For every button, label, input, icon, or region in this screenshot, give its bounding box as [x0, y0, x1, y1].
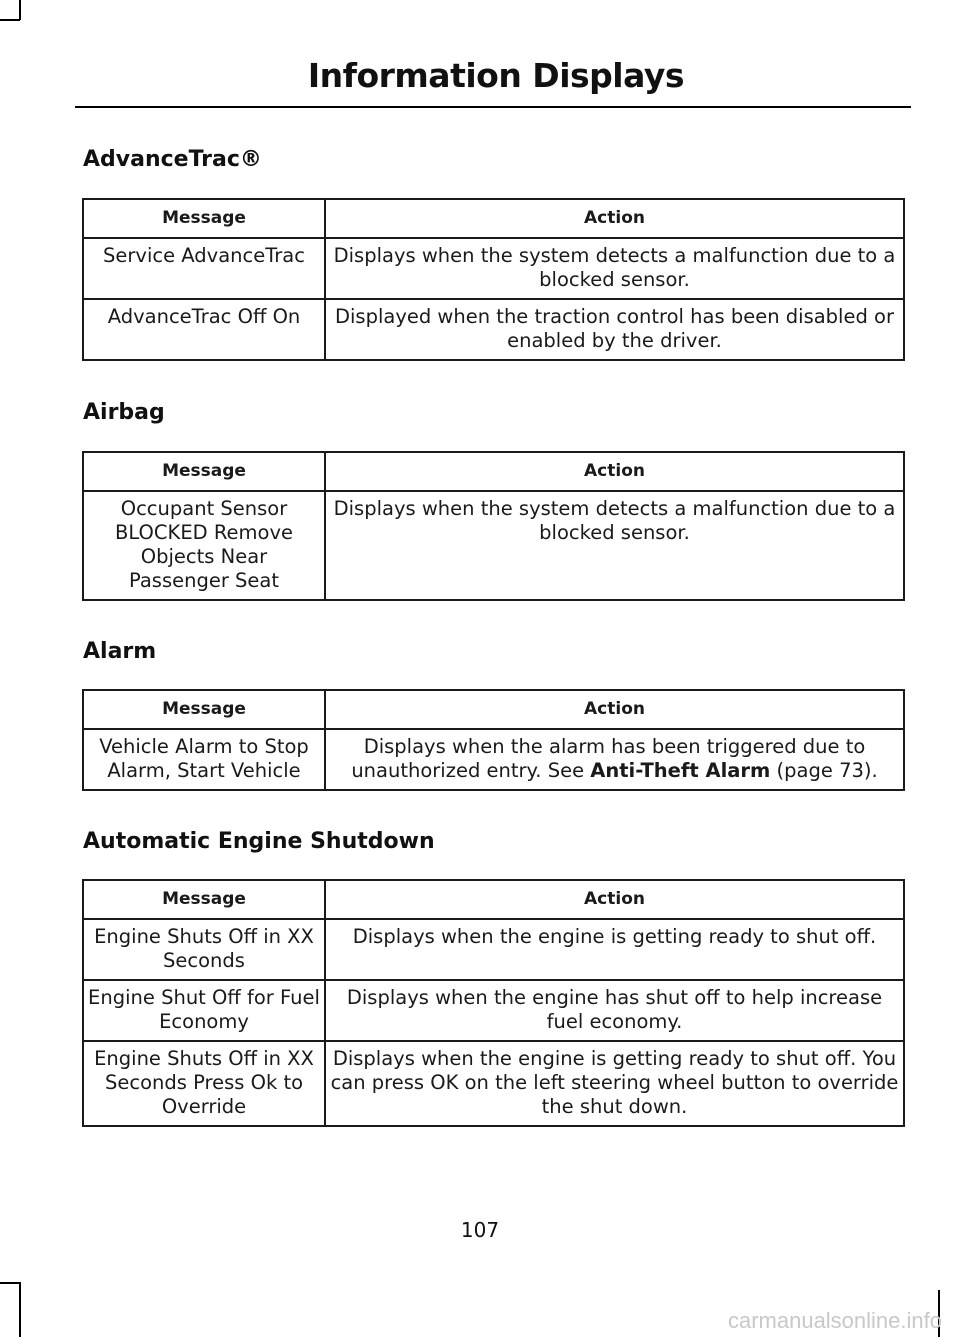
table-header-row — [83, 199, 904, 238]
action-cell: Displayed when the traction control has been disabled or enabled by the driver. — [325, 299, 904, 360]
crop-mark — [0, 19, 20, 21]
column-header-message: Message — [83, 452, 325, 491]
alarm-table — [82, 689, 905, 791]
table-row — [83, 919, 904, 980]
action-cell: Displays when the engine has shut off to help increase fuel economy. — [325, 980, 904, 1041]
message-cell: Engine Shut Off for Fuel Economy — [83, 980, 325, 1041]
action-text: Displays when the alarm has been triggered due to unauthorized entry. See — [351, 735, 866, 782]
table-header-row — [83, 880, 904, 919]
section-title-automatic-engine-shutdown: Automatic Engine Shutdown — [83, 829, 435, 854]
table-row — [83, 729, 904, 790]
column-header-action: Action — [325, 199, 904, 238]
page-title: Information Displays — [307, 56, 684, 95]
table-row — [83, 1041, 904, 1126]
advancetrac-table — [82, 198, 905, 361]
column-header-message: Message — [83, 690, 325, 729]
crop-mark — [19, 1282, 21, 1337]
message-cell: Occupant Sensor BLOCKED Remove Objects Near Passenger Seat — [83, 491, 325, 600]
column-header-message: Message — [83, 199, 325, 238]
table-header-row — [83, 690, 904, 729]
anti-theft-alarm-link[interactable]: Anti-Theft Alarm — [590, 759, 771, 782]
crop-mark — [19, 0, 21, 20]
action-cell — [325, 729, 904, 790]
message-cell: Engine Shuts Off in XX Seconds Press Ok to Override — [83, 1041, 325, 1126]
message-cell: Service AdvanceTrac — [83, 238, 325, 299]
section-title-alarm: Alarm — [83, 639, 157, 664]
column-header-message: Message — [83, 880, 325, 919]
table-header-row — [83, 452, 904, 491]
airbag-table — [82, 451, 905, 601]
automatic-engine-shutdown-table — [82, 879, 905, 1127]
message-cell: Vehicle Alarm to Stop Alarm, Start Vehicle — [83, 729, 325, 790]
action-cell: Displays when the engine is getting ready to shut off. — [325, 919, 904, 980]
action-cell: Displays when the system detects a malfunction due to a blocked sensor. — [325, 491, 904, 600]
message-cell: Engine Shuts Off in XX Seconds — [83, 919, 325, 980]
table-row — [83, 980, 904, 1041]
column-header-action: Action — [325, 452, 904, 491]
action-cell: Displays when the system detects a malfunction due to a blocked sensor. — [325, 238, 904, 299]
table-row — [83, 299, 904, 360]
section-title-advancetrac: AdvanceTrac® — [83, 147, 262, 172]
table-row — [83, 491, 904, 600]
column-header-action: Action — [325, 690, 904, 729]
message-cell: AdvanceTrac Off On — [83, 299, 325, 360]
section-title-airbag: Airbag — [83, 400, 165, 425]
watermark: carmanualsonline.info — [727, 1308, 942, 1333]
page-reference: (page 73). — [770, 759, 878, 782]
table-row — [83, 238, 904, 299]
action-cell: Displays when the engine is getting ready to shut off. You can press OK on the left steering wheel button to override the shut down. — [325, 1041, 904, 1126]
column-header-action: Action — [325, 880, 904, 919]
header-divider — [75, 106, 911, 108]
page-number: 107 — [460, 1218, 500, 1242]
crop-mark — [0, 1282, 20, 1284]
